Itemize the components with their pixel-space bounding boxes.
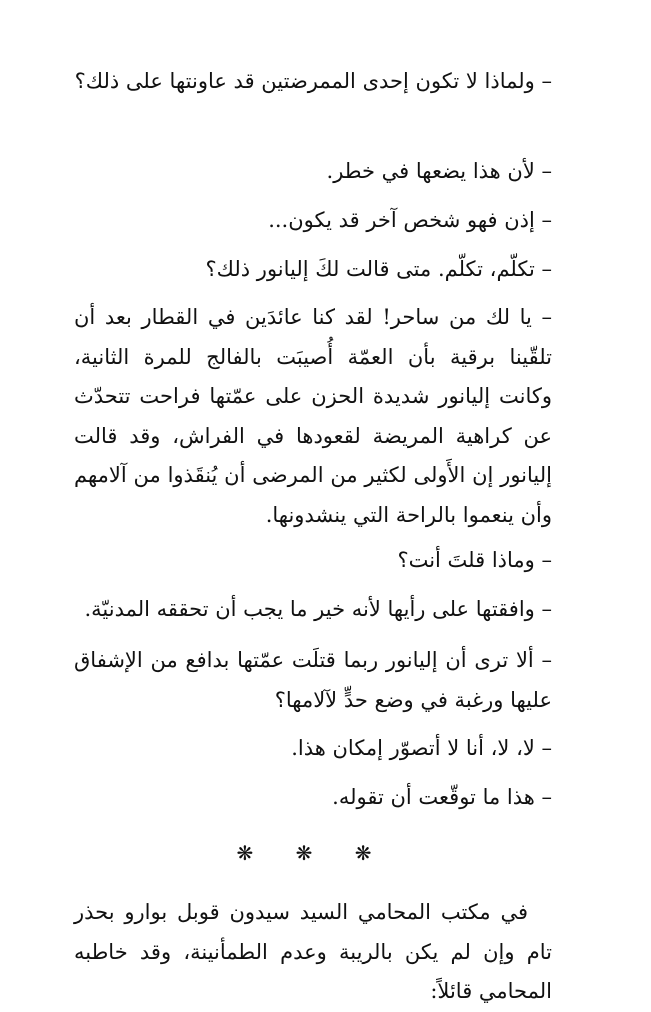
dialogue-line: – ألا ترى أن إليانور ربما قتلَت عمّتها بدافع من الإشفاق عليها ورغبة في وضع حدٍّ لآلامها؟ bbox=[74, 648, 552, 712]
dialogue-line: – ولماذا لا تكون إحدى الممرضتين قد عاونتها على ذلك؟ bbox=[74, 69, 552, 93]
dialogue-line: – إذن فهو شخص آخر قد يكون... bbox=[268, 208, 552, 232]
dialogue-line: – لأن هذا يضعها في خطر. bbox=[326, 159, 552, 183]
dialogue-line: – هذا ما توقّعت أن تقوله. bbox=[332, 785, 552, 809]
book-page bbox=[74, 0, 552, 1003]
dialogue-line: – لا، لا، أنا لا أتصوّر إمكان هذا. bbox=[291, 736, 552, 760]
section-separator: ❋ ❋ ❋ bbox=[236, 841, 390, 865]
dialogue-line: – وافقتها على رأيها لأنه خير ما يجب أن تحققه المدنيّة. bbox=[84, 597, 552, 621]
dialogue-line: – تكلّم، تكلّم. متى قالت لكَ إليانور ذلك؟ bbox=[205, 257, 552, 281]
dialogue-line: – وماذا قلتَ أنت؟ bbox=[397, 548, 552, 572]
dialogue-line: – يا لك من ساحر! لقد كنا عائدَين في القطار بعد أن تلقّينا برقية بأن العمّة أُصيبَت بالفالج للمرة الثانية، وكانت إليانور شديدة الحزن على عمّتها فراحت تتحدّث عن كراهية المريضة لقعودها في الفراش، وقد قالت إليانور إن الأَولى لكثير من المرضى أن يُنقَذوا من آلامهم وأن ينعموا بالراحة التي ينشدونها. bbox=[74, 305, 552, 527]
narrative-paragraph: في مكتب المحامي السيد سيدون قوبل بوارو بحذر تام وإن لم يكن بالريبة وعدم الطمأنينة، وقد خاطبه المحامي قائلاً: bbox=[74, 900, 552, 1003]
